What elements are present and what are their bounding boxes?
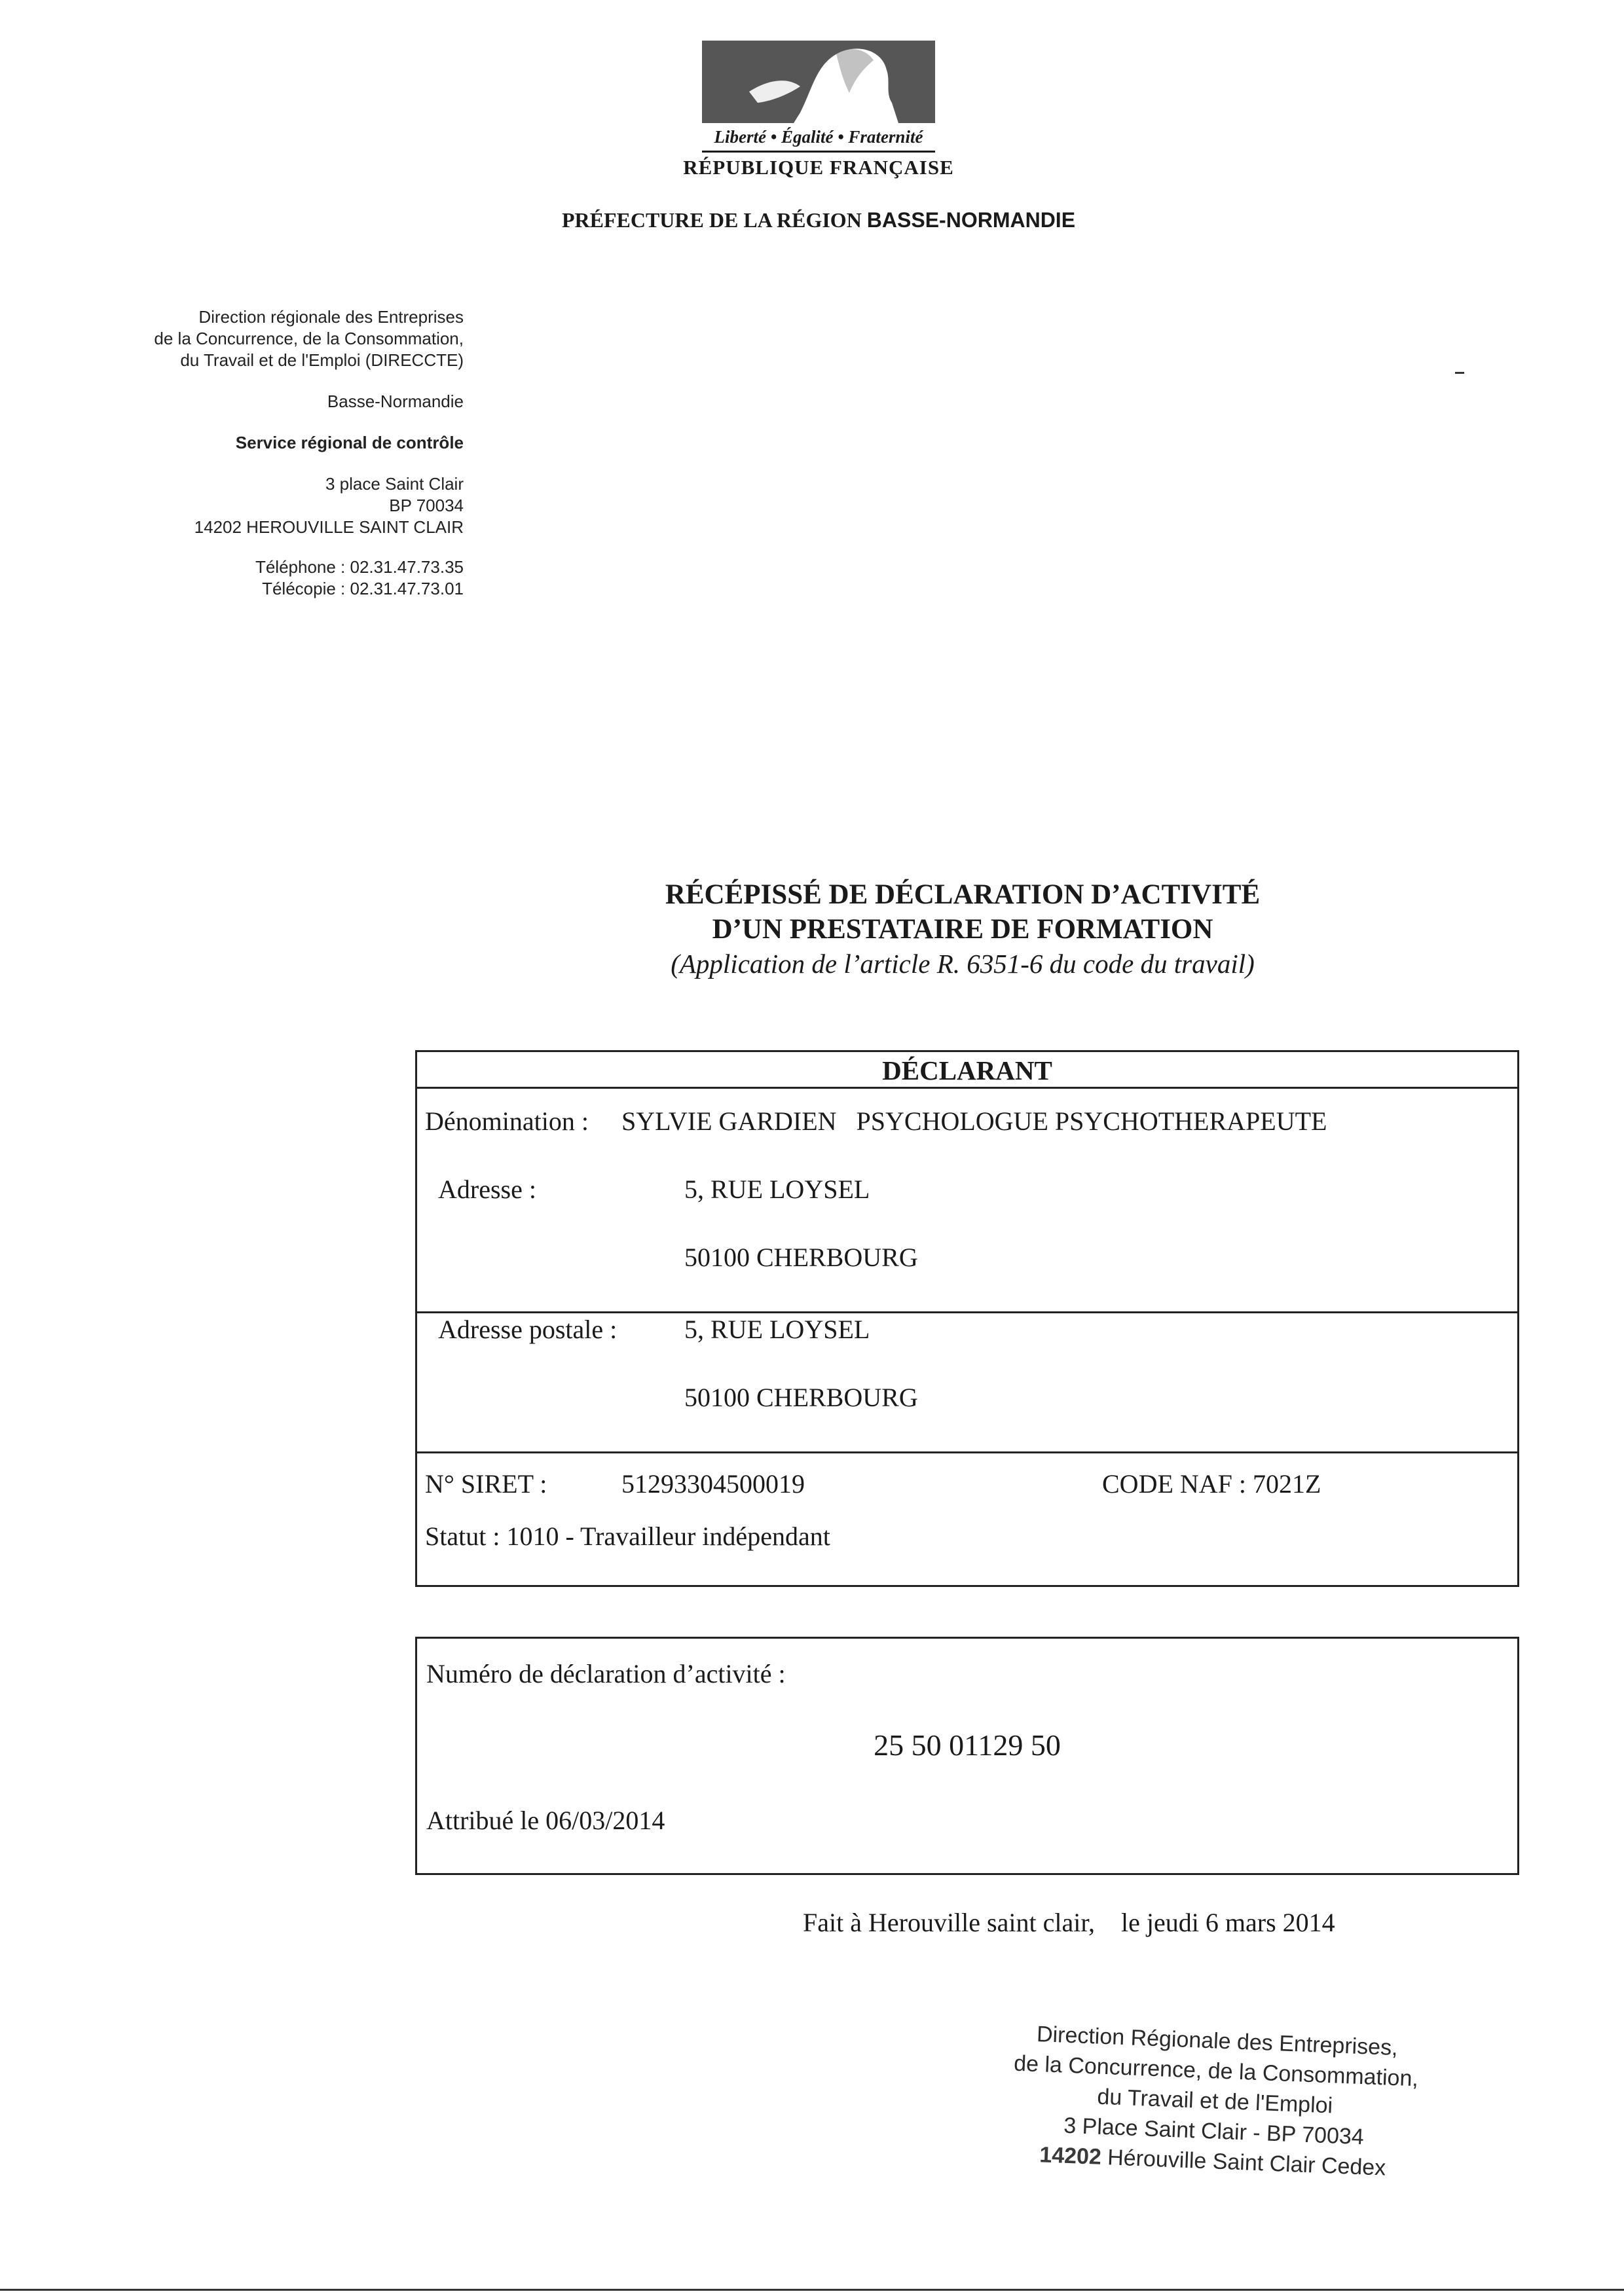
stamp-line: 3 Place Saint Clair - BP 70034 [1063, 2113, 1365, 2150]
prefecture-heading [458, 208, 1179, 232]
section-divider [417, 1311, 1517, 1313]
stamp-line: Direction Régionale des Entreprises, [1036, 2021, 1399, 2061]
scan-speck [1455, 372, 1464, 374]
telephone: Téléphone : 02.31.47.73.35 [255, 557, 464, 577]
stamp-line: de la Concurrence, de la Consommation, [1013, 2050, 1419, 2092]
motto-divider [702, 151, 935, 153]
fait-a-date: Fait à Herouville saint clair, le jeudi 6 mars 2014 [803, 1908, 1335, 1937]
scan-edge-line [0, 2289, 1624, 2291]
official-stamp [963, 2016, 1466, 2186]
stamp-postcode: 14202 [1039, 2142, 1102, 2170]
motto: Liberté • Égalité • Fraternité [714, 127, 923, 147]
prefecture-prefix: PRÉFECTURE DE LA RÉGION [561, 208, 862, 232]
direction-line: de la Concurrence, de la Consommation, [154, 329, 464, 348]
telecopie: Télécopie : 02.31.47.73.01 [262, 579, 464, 598]
stamp-line: du Travail et de l'Emploi [1096, 2084, 1333, 2119]
adresse-postale-label: Adresse postale : [438, 1315, 618, 1344]
siret-value: 51293304500019 [621, 1469, 805, 1499]
region-label: Basse-Normandie [327, 392, 464, 411]
declaration-number: 25 50 01129 50 [874, 1728, 1061, 1762]
adresse-postale-line-1: 5, RUE LOYSEL [684, 1315, 870, 1344]
sender-block [65, 306, 464, 600]
title-line-1: RÉCÉPISSÉ DE DÉCLARATION D’ACTIVITÉ [665, 879, 1261, 910]
attribue-date: Attribué le 06/03/2014 [426, 1806, 665, 1835]
marianne-logo [702, 41, 935, 123]
service-label: Service régional de contrôle [235, 433, 464, 452]
direction-line: du Travail et de l'Emploi (DIRECCTE) [180, 350, 464, 370]
adresse-postale-line-2: 50100 CHERBOURG [684, 1383, 918, 1412]
code-naf: CODE NAF : 7021Z [1102, 1469, 1321, 1499]
republique-francaise: RÉPUBLIQUE FRANÇAISE [683, 156, 954, 179]
address-line: BP 70034 [389, 496, 464, 515]
document-title [511, 877, 1414, 947]
direction-line: Direction régionale des Entreprises [198, 307, 464, 327]
siret-label: N° SIRET : [425, 1469, 547, 1499]
declarant-heading: DÉCLARANT [417, 1052, 1517, 1089]
stamp-city: Hérouville Saint Clair Cedex [1101, 2144, 1386, 2181]
declaration-label: Numéro de déclaration d’activité : [426, 1659, 786, 1688]
adresse-line-1: 5, RUE LOYSEL [684, 1175, 870, 1204]
adresse-line-2: 50100 CHERBOURG [684, 1243, 918, 1272]
document-subtitle: (Application de l’article R. 6351-6 du code du travail) [671, 949, 1255, 979]
address-line: 3 place Saint Clair [325, 474, 464, 494]
statut: Statut : 1010 - Travailleur indépendant [425, 1522, 830, 1551]
declarant-box [415, 1050, 1519, 1587]
title-line-2: D’UN PRESTATAIRE DE FORMATION [712, 914, 1213, 945]
address-line: 14202 HEROUVILLE SAINT CLAIR [194, 517, 464, 537]
declaration-box [415, 1637, 1519, 1875]
adresse-label: Adresse : [438, 1175, 536, 1204]
section-divider [417, 1451, 1517, 1453]
denomination-label: Dénomination : [425, 1106, 589, 1136]
prefecture-region: BASSE-NORMANDIE [866, 208, 1076, 232]
denomination-value: SYLVIE GARDIEN PSYCHOLOGUE PSYCHOTHERAPEUTE [621, 1106, 1327, 1136]
